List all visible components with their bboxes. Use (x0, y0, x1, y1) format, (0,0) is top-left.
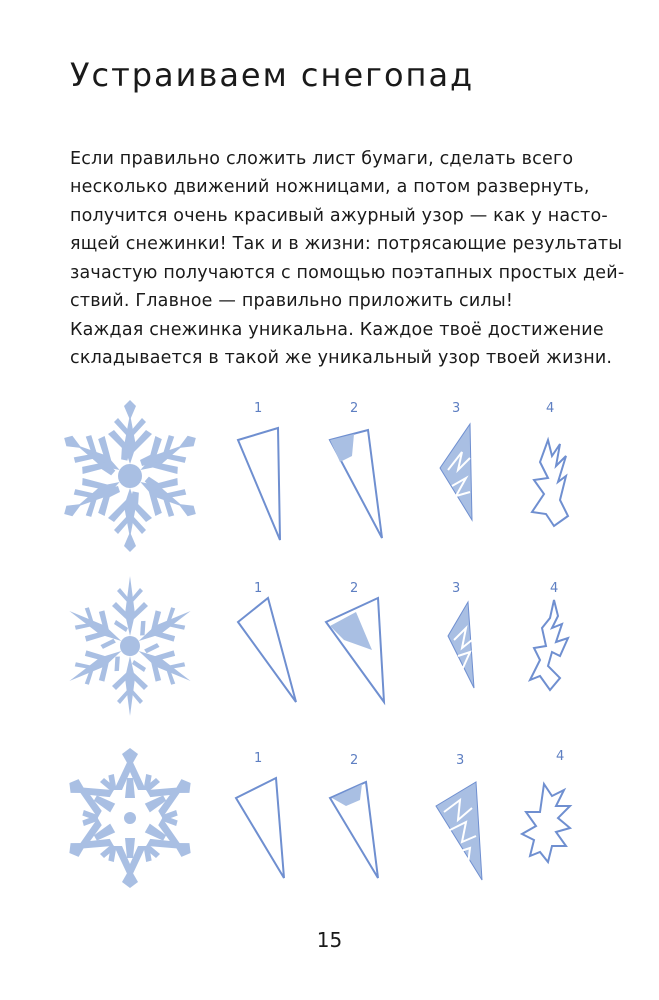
unfolded-arm-step4-icon (530, 600, 568, 690)
snowflake-1-icon (51, 400, 209, 552)
step-numbers-row-2 (254, 581, 558, 596)
step-numbers-row-1 (254, 401, 554, 416)
step-number: 2 (350, 581, 359, 596)
cut-pattern-step3-icon (448, 602, 474, 688)
step-number: 1 (254, 581, 263, 596)
folded-paper-step2-icon (330, 430, 382, 538)
step-number: 2 (350, 753, 359, 768)
step-number: 2 (350, 401, 359, 416)
cut-pattern-step3-icon (436, 782, 482, 880)
paragraph-line: Каждая снежинка уникальна. Каждое твоё достижение (70, 320, 604, 340)
folded-paper-step2-icon (330, 782, 378, 878)
folded-paper-step1-icon (238, 598, 296, 702)
step-number: 3 (452, 581, 461, 596)
page-number: 15 (316, 928, 343, 952)
paragraph-line: складывается в такой же уникальный узор твоей жизни. (70, 348, 613, 369)
paragraph-line: получится очень красивый ажурный узор — как у насто- (70, 205, 608, 226)
paragraph-line: зачастую получаются с помощью поэтапных простых дей- (70, 262, 625, 283)
step-number: 4 (546, 401, 555, 416)
step-number: 1 (254, 751, 263, 766)
paragraph-line: несколько движений ножницами, а потом развернуть, (70, 177, 590, 198)
paragraph-line: ящей снежинки! Так и в жизни: потрясающие результаты (70, 234, 623, 255)
step-numbers-row-3 (254, 749, 564, 768)
unfolded-arm-step4-icon (532, 440, 568, 526)
snowflake-3-icon (54, 748, 205, 888)
folded-paper-step1-icon (238, 428, 280, 540)
paragraph-line: ствий. Главное — правильно приложить силы! (70, 291, 514, 312)
folded-paper-step2-icon (326, 598, 384, 702)
snowflake-2-icon (60, 576, 199, 716)
paragraph-line: Если правильно сложить лист бумаги, сделать всего (70, 149, 574, 169)
step-number: 3 (452, 401, 461, 416)
page-title: Устраиваем снегопад (70, 56, 475, 94)
step-number: 3 (456, 753, 465, 768)
step-number: 4 (556, 749, 565, 764)
folded-paper-step1-icon (236, 778, 284, 878)
step-number: 4 (550, 581, 559, 596)
cut-pattern-step3-icon (440, 424, 472, 520)
step-number: 1 (254, 401, 263, 416)
unfolded-arm-step4-icon (522, 784, 570, 862)
